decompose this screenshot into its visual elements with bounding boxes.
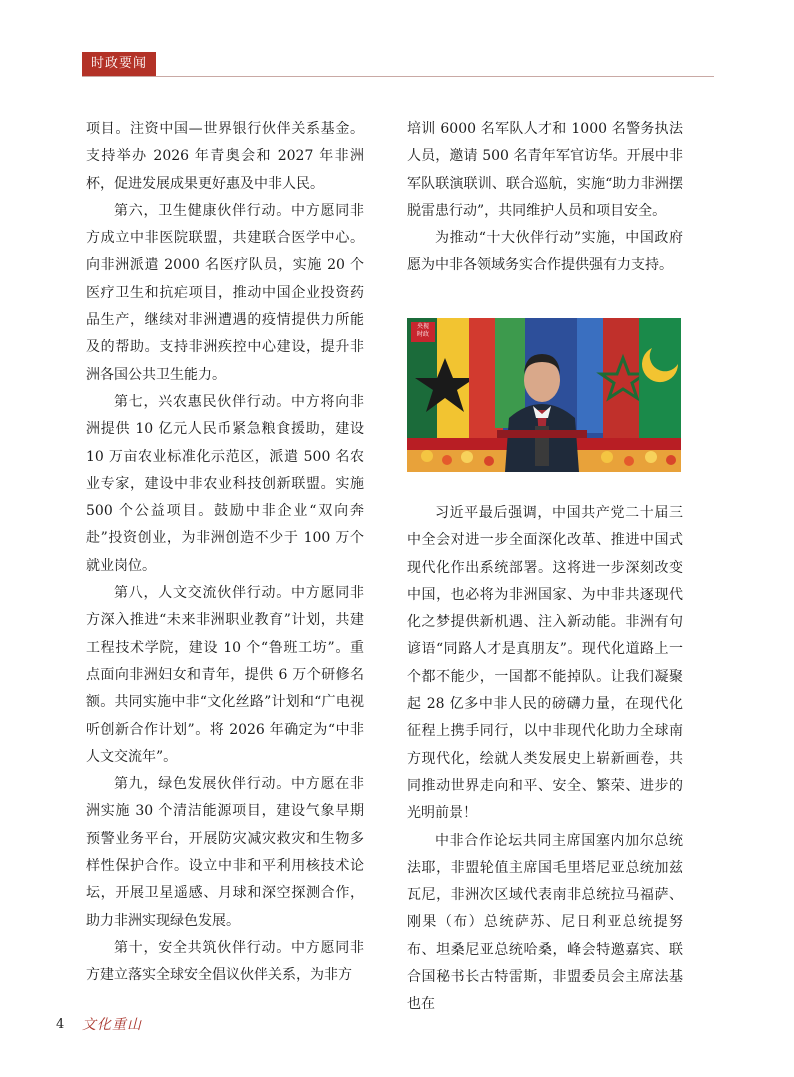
news-photo xyxy=(407,318,681,472)
page-number: 4 xyxy=(56,1017,65,1032)
left-column xyxy=(86,116,364,990)
paragraph: 培训 6000 名军队人才和 1000 名警务执法人员，邀请 500 名青年军官访华。开展中非军队联演联训、联合巡航，实施“助力非洲摆脱雷患行动”，共同维护人员和项目安全。 xyxy=(407,121,683,219)
paragraph: 第九，绿色发展伙伴行动。中方愿在非洲实施 30 个清洁能源项目，建设气象早期预警业务平台，开展防灾减灾救灾和生物多样性保护合作。设立中非和平利用核技术论坛，开展卫星遥感、月球和深空探测合作，助力非洲实现绿色发展。 xyxy=(86,776,364,929)
paragraph: 为推动“十大伙伴行动”实施，中国政府愿为中非各领域务实合作提供强有力支持。 xyxy=(407,230,683,274)
paragraph: 第十，安全共筑伙伴行动。中方愿同非方建立落实全球安全倡议伙伴关系，为非方 xyxy=(86,939,364,984)
right-column xyxy=(407,116,683,1013)
publication-logo: 文化重山 xyxy=(82,1017,142,1033)
paragraph: 中非合作论坛共同主席国塞内加尔总统法耶，非盟轮值主席国毛里塔尼亚总统加兹瓦尼，非洲次区域代表南非总统拉马福萨、刚果（布）总统萨苏、尼日利亚总统提努布、坦桑尼亚总统哈桑，峰会特邀嘉宾、联合国秘书长古特雷斯，非盟委员会主席法基也在 xyxy=(407,832,683,1013)
paragraph: 第七，兴农惠民伙伴行动。中方将向非洲提供 10 亿元人民币紧急粮食援助，建设 10 万亩农业标准化示范区，派遣 500 名农业专家，建设中非农业科技创新联盟。实施 500 个公益项目。鼓励中非企业“双向奔赴”投资创业，为非洲创造不少于 100 万个就业岗位。 xyxy=(86,393,364,574)
paragraph: 项目。注资中国—世界银行伙伴关系基金。支持举办 2026 年青奥会和 2027 年非洲杯，促进发展成果更好惠及中非人民。 xyxy=(86,121,364,192)
header-rule xyxy=(82,76,714,77)
section-badge: 时政要闻 xyxy=(82,52,156,76)
paragraph: 第六，卫生健康伙伴行动。中方愿同非方成立中非医院联盟，共建联合医学中心。向非洲派遣 2000 名医疗队员，实施 20 个医疗卫生和抗疟项目，推动中国企业投资药品生产，继续对非洲遭遇的疫情提供力所能及的帮助。支持非洲疾控中心建设，提升非洲各国公共卫生能力。 xyxy=(86,202,364,383)
photo-illustration xyxy=(407,318,681,472)
paragraph: 第八，人文交流伙伴行动。中方愿同非方深入推进“未来非洲职业教育”计划，共建工程技术学院，建设 10 个“鲁班工坊”。重点面向非洲妇女和青年，提供 6 万个研修名额。共同实施中非“文化丝路”计划和“广电视听创新合作计划”。将 2026 年确定为“中非人文交流年”。 xyxy=(86,585,364,765)
broadcaster-logo: 央视 时政 xyxy=(416,323,429,338)
right-column-continued xyxy=(407,500,683,1019)
paragraph: 习近平最后强调，中国共产党二十届三中全会对进一步全面深化改革、推进中国式现代化作出系统部署。这将进一步深刻改变中国，也必将为非洲国家、为中非共逐现代化之梦提供新机遇、注入新动能。非洲有句谚语“同路人才是真朋友”。现代化道路上一个都不能少，一国都不能掉队。让我们凝聚起 28 亿多中非人民的磅礴力量，在现代化征程上携手同行，以中非现代化助力全球南方现代化，绘就人类发展史上崭新画卷，共同推动世界走向和平、安全、繁荣、进步的光明前景！ xyxy=(407,505,683,822)
